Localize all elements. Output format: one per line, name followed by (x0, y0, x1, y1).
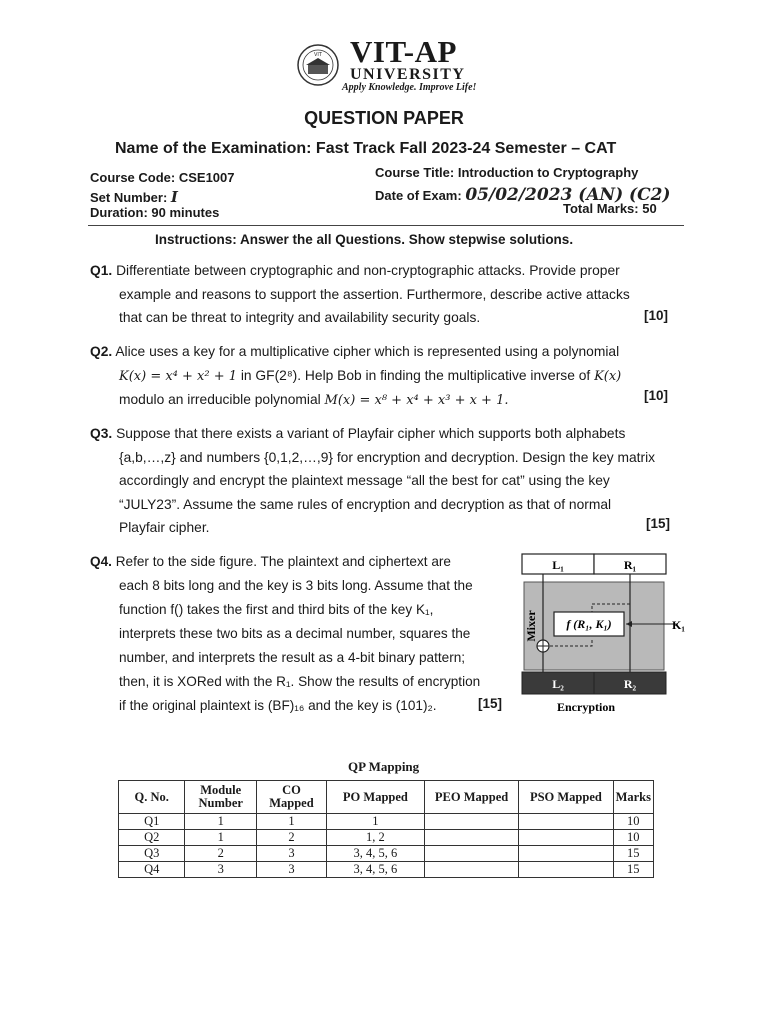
question-text-line: each 8 bits long and the key is 3 bits long. Assume that the (119, 578, 473, 593)
key-polynomial: K(x) = x⁴ + x² + 1 (119, 368, 238, 384)
table-header-cell: PO Mapped (326, 781, 424, 814)
question-text-line: then, it is XORed with the R₁. Show the results of encryption (119, 674, 481, 689)
table-cell: 1 (185, 830, 257, 846)
paper-title: QUESTION PAPER (304, 108, 464, 128)
university-seal-logo (296, 43, 340, 87)
q3-marks: [15] (646, 516, 671, 531)
header-divider (88, 225, 684, 226)
k1-label: K₁ (672, 618, 685, 632)
university-name: VIT-AP (350, 34, 457, 69)
question-q2 (90, 340, 621, 413)
r1-label: R₁ (623, 558, 637, 572)
table-cell: 3, 4, 5, 6 (326, 846, 424, 862)
table-cell: Q3 (119, 846, 185, 862)
duration: Duration: 90 minutes (90, 205, 220, 220)
question-number: Q1. (90, 263, 113, 278)
table-cell (519, 830, 613, 846)
svg-text:VIT: VIT (314, 52, 322, 58)
r2-label: R₂ (623, 677, 637, 691)
table-cell (424, 830, 518, 846)
table-cell: 2 (185, 846, 257, 862)
course-code: Course Code: CSE1007 (90, 170, 235, 185)
set-number (90, 188, 178, 206)
university-tagline: Apply Knowledge. Improve Life! (342, 82, 477, 93)
question-text-line: if the original plaintext is (BF)₁₆ and the key is (101)₂. (119, 698, 437, 713)
table-cell: 3 (257, 862, 327, 878)
table-cell (424, 862, 518, 878)
table-cell: Q1 (119, 814, 185, 830)
modulus-polynomial: M(x) = x⁸ + x⁴ + x³ + x + 1. (324, 393, 509, 408)
set-number-value: I (170, 188, 178, 206)
table-cell: 2 (257, 830, 327, 846)
table-cell: 15 (613, 846, 653, 862)
qp-mapping-table (118, 780, 654, 878)
table-cell (424, 814, 518, 830)
mixer-label: Mixer (524, 610, 538, 642)
question-text-line: Playfair cipher. (119, 520, 210, 535)
table-cell: 1 (326, 814, 424, 830)
table-cell: 1 (257, 814, 327, 830)
l1-label: L₁ (552, 558, 564, 572)
set-number-label: Set Number: (90, 190, 168, 205)
table-cell: 10 (613, 814, 653, 830)
university-word: UNIVERSITY (350, 66, 466, 83)
question-text-line: Suppose that there exists a variant of Playfair cipher which supports both alphabets (116, 426, 626, 441)
question-text-line: function f() takes the first and third bits of the key K₁, (119, 602, 434, 617)
q2-marks: [10] (644, 388, 669, 403)
question-text-line: “JULY23”. Assume the same rules of encryption and decryption as that of normal (119, 496, 612, 512)
table-cell: Q4 (119, 862, 185, 878)
question-text-line: example and reasons to support the assertion. Furthermore, describe active attacks (119, 286, 630, 302)
f-function-label: f (R₁, K₁) (566, 617, 612, 631)
date-label: Date of Exam: (375, 188, 462, 203)
question-text-line: accordingly and encrypt the plaintext message “all the best for cat” using the key (119, 473, 610, 488)
figure-caption: Encryption (556, 700, 616, 714)
table-cell: 15 (613, 862, 653, 878)
date-value: 05/02/2023 (AN) (C2) (465, 185, 671, 205)
l2-label: L₂ (552, 677, 564, 691)
table-row (119, 830, 654, 846)
table-header-cell: PEO Mapped (424, 781, 518, 814)
question-q4 (90, 550, 480, 718)
table-cell (519, 862, 613, 878)
table-cell (519, 846, 613, 862)
question-q3 (90, 422, 655, 540)
q4-marks: [15] (478, 696, 503, 711)
table-cell: 3 (185, 862, 257, 878)
q1-marks: [10] (644, 308, 669, 323)
question-number: Q3. (90, 426, 113, 441)
table-header-cell: CO Mapped (257, 781, 327, 814)
table-cell: 3, 4, 5, 6 (326, 862, 424, 878)
table-cell: 3 (257, 846, 327, 862)
table-cell: Q2 (119, 830, 185, 846)
question-number: Q4. (90, 554, 112, 569)
total-marks: Total Marks: 50 (563, 201, 657, 216)
course-title: Course Title: Introduction to Cryptography (375, 165, 639, 180)
question-text-segment: in GF(2⁸). Help Bob in finding the multiplicative inverse of (237, 367, 595, 383)
question-text-line: interprets these two bits as a decimal number, squares the (119, 626, 471, 641)
table-cell: 1, 2 (326, 830, 424, 846)
table-row (119, 846, 654, 862)
question-text-line: {a,b,…,z} and numbers {0,1,2,…,9} for encryption and decryption. Design the key matrix (119, 449, 656, 465)
question-text-line: number, and interprets the result as a 4-bit binary pattern; (119, 650, 466, 665)
table-header-cell: PSO Mapped (519, 781, 613, 814)
encryption-figure (510, 548, 690, 718)
table-cell: 1 (185, 814, 257, 830)
key-polynomial-ref: K(x) (594, 368, 622, 384)
table-cell (424, 846, 518, 862)
table-header-cell: Marks (613, 781, 653, 814)
question-text-line: Differentiate between cryptographic and non-cryptographic attacks. Provide proper (116, 263, 620, 278)
exam-name: Name of the Examination: Fast Track Fall 2023-24 Semester – CAT (115, 140, 617, 157)
table-row (119, 862, 654, 878)
table-header-cell: Q. No. (119, 781, 185, 814)
question-text-line: that can be threat to integrity and availability security goals. (119, 310, 481, 325)
question-text-line: Alice uses a key for a multiplicative cipher which is represented using a polynomial (115, 344, 620, 359)
question-q1 (90, 259, 630, 330)
instructions: Instructions: Answer the all Questions. Show stepwise solutions. (155, 232, 574, 247)
question-number: Q2. (90, 344, 113, 359)
table-header-row (119, 781, 654, 814)
qp-mapping-title: QP Mapping (348, 759, 420, 774)
table-cell (519, 814, 613, 830)
table-row (119, 814, 654, 830)
question-text-segment: modulo an irreducible polynomial (119, 392, 325, 407)
table-header-cell: Module Number (185, 781, 257, 814)
table-cell: 10 (613, 830, 653, 846)
question-text-line: Refer to the side figure. The plaintext and ciphertext are (115, 554, 451, 569)
